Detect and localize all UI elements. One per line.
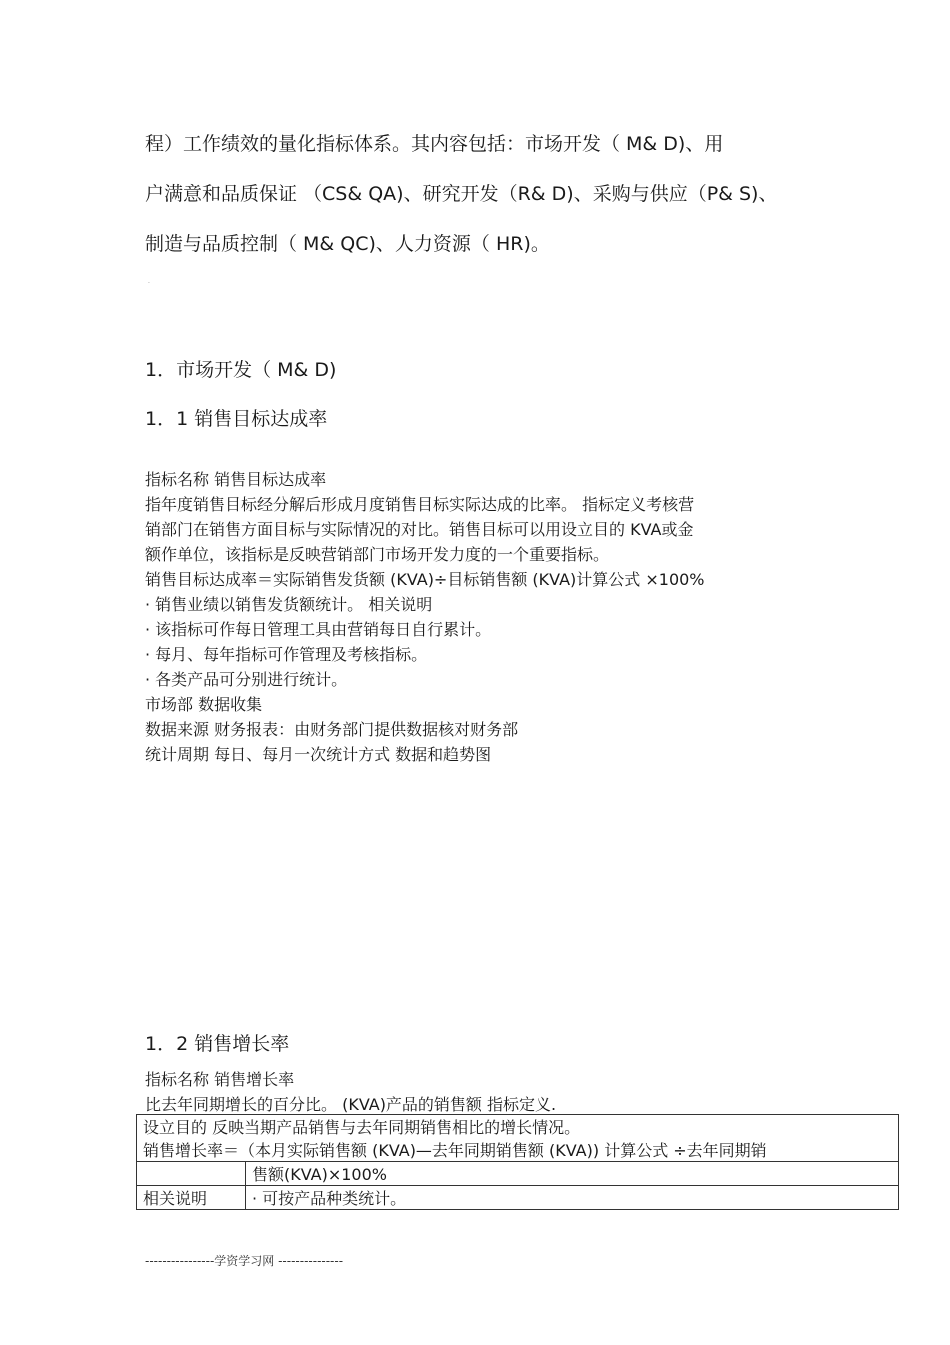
stray-dot: · — [148, 280, 150, 287]
table-cell-empty — [137, 1162, 246, 1186]
s1-line-collect: 市场部 数据收集 — [145, 695, 263, 714]
s1-line-note-1: · 销售业绩以销售发货额统计。 相关说明 — [145, 595, 433, 614]
s1-line-period: 统计周期 每日、每月一次统计方式 数据和趋势图 — [145, 745, 492, 764]
s1-line-note-4: · 各类产品可分别进行统计。 — [145, 670, 348, 689]
table-cell-purpose: 设立目的 反映当期产品销售与去年同期销售相比的增长情况。 — [137, 1115, 899, 1139]
table-cell-notes: · 可按产品种类统计。 — [246, 1186, 899, 1210]
table-row — [137, 1115, 899, 1139]
s2-line-def: 比去年同期增长的百分比。 (KVA)产品的销售额 指标定义. — [145, 1095, 557, 1114]
table-row — [137, 1138, 899, 1162]
s1-line-note-2: · 该指标可作每日管理工具由营销每日自行累计。 — [145, 620, 492, 639]
table-cell-formula-cont: 售额(KVA)×100% — [246, 1162, 899, 1186]
s1-line-formula: 销售目标达成率＝实际销售发货额 (KVA)÷目标销售额 (KVA)计算公式 ×100% — [145, 570, 705, 589]
s1-line-def-3: 额作单位，该指标是反映营销部门市场开发力度的一个重要指标。 — [145, 545, 610, 564]
section-1-heading: 1．市场开发（ M& D) — [145, 359, 337, 381]
s2-line-name: 指标名称 销售增长率 — [145, 1070, 295, 1089]
s1-line-name: 指标名称 销售目标达成率 — [145, 470, 327, 489]
section-1-1-heading: 1．1 销售目标达成率 — [145, 408, 328, 430]
intro-line-2: 户满意和品质保证 （CS& QA)、研究开发（R& D)、采购与供应（P& S)、 — [145, 183, 778, 205]
table-cell-notes-label: 相关说明 — [137, 1186, 246, 1210]
s1-line-def-1: 指年度销售目标经分解后形成月度销售目标实际达成的比率。 指标定义考核营 — [145, 495, 695, 514]
indicator-table — [136, 1114, 899, 1210]
section-1-2-heading: 1．2 销售增长率 — [145, 1033, 290, 1055]
intro-line-1: 程）工作绩效的量化指标体系。其内容包括：市场开发（ M& D)、用 — [145, 133, 724, 155]
s1-line-source: 数据来源 财务报表：由财务部门提供数据核对财务部 — [145, 720, 519, 739]
table-row — [137, 1162, 899, 1186]
s1-line-note-3: · 每月、每年指标可作管理及考核指标。 — [145, 645, 428, 664]
s1-line-def-2: 销部门在销售方面目标与实际情况的对比。销售目标可以用设立目的 KVA或金 — [145, 520, 694, 539]
intro-line-3: 制造与品质控制（ M& QC)、人力资源（ HR)。 — [145, 233, 550, 255]
page-footer: ----------------学资学习网 --------------- — [145, 1254, 344, 1268]
table-cell-formula: 销售增长率＝（本月实际销售额 (KVA)—去年同期销售额 (KVA)) 计算公式 ÷去年同期销 — [137, 1138, 899, 1162]
table-row — [137, 1186, 899, 1210]
